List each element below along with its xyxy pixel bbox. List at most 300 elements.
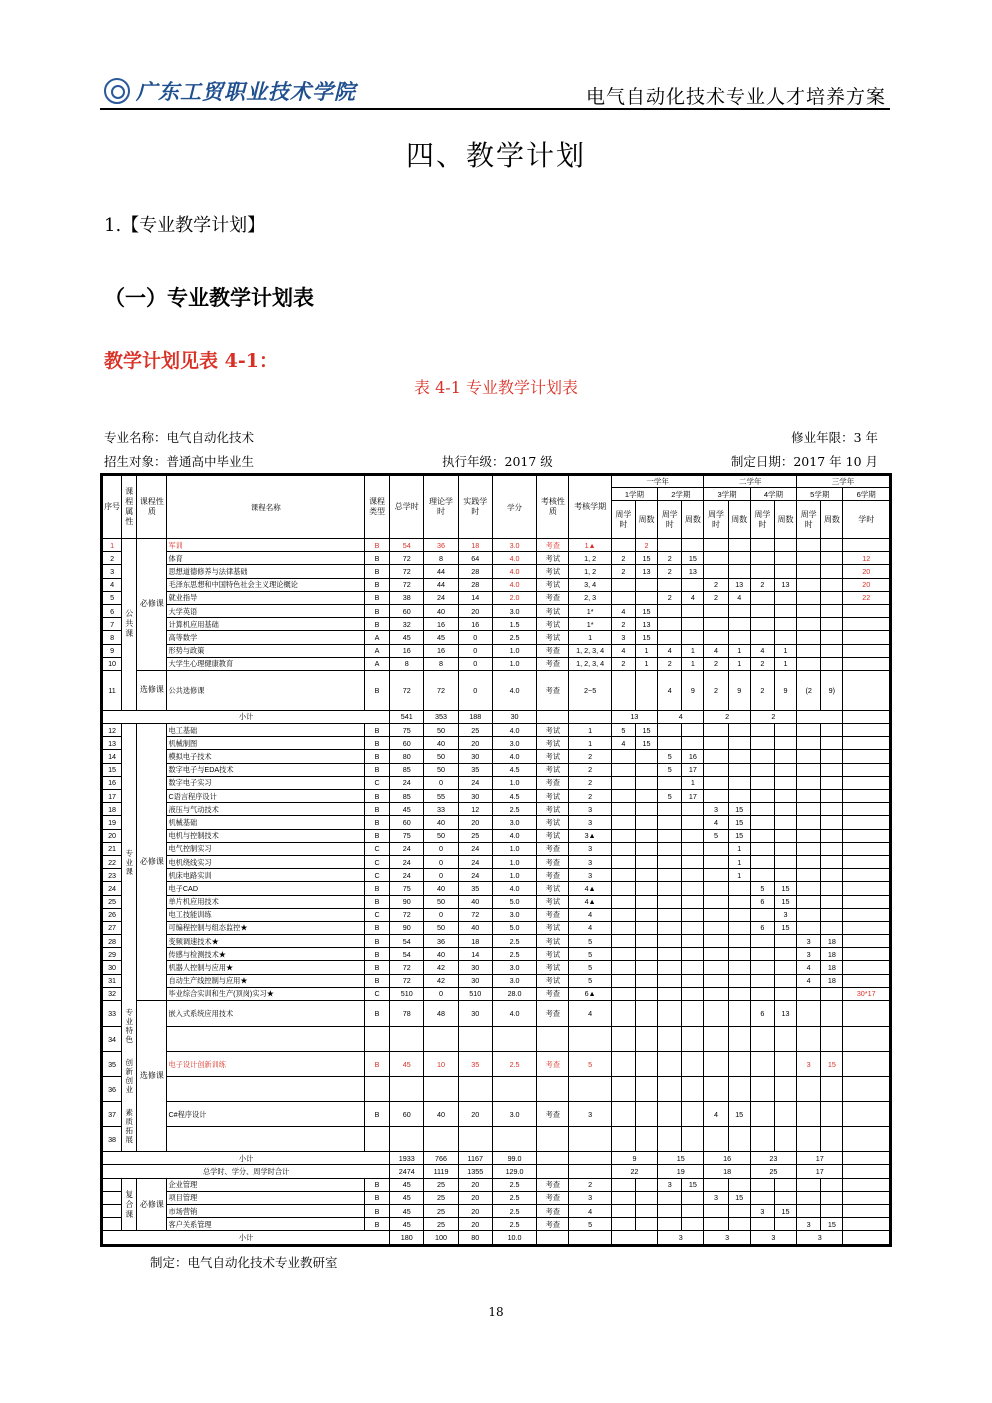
semester-cell: 1 (774, 644, 796, 657)
course-total-hours: 90 (390, 895, 424, 908)
semester-cell (750, 908, 774, 921)
course-theory-hours: 0 (424, 842, 458, 855)
course-credit: 1.0 (492, 657, 536, 670)
table-row (103, 1178, 890, 1191)
course-credit: 3.0 (492, 961, 536, 974)
course-no: 33 (103, 1001, 122, 1027)
semester-cell (728, 882, 750, 895)
subtotal-practice: 188 (458, 710, 492, 723)
semester-cell (611, 776, 635, 789)
school-name: 广东工贸职业技术学院 (136, 79, 356, 104)
course-type: B (364, 670, 389, 710)
semester-cell (728, 1178, 750, 1191)
course-total-hours: 72 (390, 670, 424, 710)
course-credit: 2.5 (492, 803, 536, 816)
semester-cell: 9 (728, 670, 750, 710)
table-row (103, 591, 890, 604)
sem6-hours (843, 1027, 890, 1052)
semester-cell: 18 (821, 948, 843, 961)
grand-total-s3: 18 (704, 1165, 750, 1178)
sem6-hours (843, 1205, 890, 1218)
semester-cell: 13 (635, 565, 657, 578)
semester-cell (821, 882, 843, 895)
semester-cell (635, 750, 657, 763)
semester-cell (658, 882, 682, 895)
table-row (103, 631, 890, 644)
course-theory-hours: 42 (424, 974, 458, 987)
course-type: B (364, 578, 389, 591)
semester-cell (658, 1001, 682, 1027)
semester-cell (821, 1178, 843, 1191)
subtotal-theory: 353 (424, 710, 458, 723)
course-credit: 1.5 (492, 618, 536, 631)
semester-cell (704, 750, 728, 763)
semester-cell: 9 (774, 670, 796, 710)
course-assessment: 考试 (537, 829, 569, 842)
course-assessment: 考试 (537, 565, 569, 578)
semester-cell (635, 855, 657, 868)
blank (843, 1152, 890, 1165)
course-assessment-term (569, 1027, 611, 1052)
course-total-hours: 60 (390, 1102, 424, 1127)
semester-cell (635, 670, 657, 710)
semester-cell (797, 1077, 821, 1102)
course-total-hours: 54 (390, 948, 424, 961)
course-theory-hours: 10 (424, 1052, 458, 1077)
table-caption: 表 4-1 专业教学计划表 (414, 378, 578, 397)
semester-cell (682, 855, 704, 868)
course-assessment-term: 3▲ (569, 829, 611, 842)
sem6-hours (843, 803, 890, 816)
semester-cell (611, 578, 635, 591)
course-no (103, 1205, 122, 1218)
course-name: 电工基础 (167, 724, 365, 737)
semester-cell (750, 961, 774, 974)
semester-cell: 15 (682, 552, 704, 565)
semester-cell (774, 750, 796, 763)
header-sem4-weeks: 周数 (774, 501, 796, 539)
semester-cell (797, 1102, 821, 1127)
course-name: 项目管理 (167, 1191, 365, 1204)
sem6-hours (843, 1077, 890, 1102)
course-credit: 3.0 (492, 908, 536, 921)
course-credit: 1.0 (492, 842, 536, 855)
semester-cell (774, 604, 796, 617)
semester-cell (821, 1027, 843, 1052)
course-type: B (364, 895, 389, 908)
course-theory-hours: 48 (424, 1001, 458, 1027)
semester-cell (774, 961, 796, 974)
table-row (103, 710, 890, 723)
course-assessment-term: 1 (569, 724, 611, 737)
semester-cell (635, 816, 657, 829)
semester-cell (635, 895, 657, 908)
table-row (103, 987, 890, 1000)
subtotal-sem1: 13 (611, 710, 657, 723)
header-sem3: 3学期 (704, 488, 750, 501)
semester-cell (611, 1001, 635, 1027)
blank (537, 1152, 569, 1165)
course-type: B (364, 1205, 389, 1218)
course-no (103, 1178, 122, 1191)
course-name: 市场营销 (167, 1205, 365, 1218)
course-no: 5 (103, 591, 122, 604)
course-no: 4 (103, 578, 122, 591)
semester-cell (704, 1052, 728, 1077)
course-theory-hours: 16 (424, 618, 458, 631)
course-practice-hours: 28 (458, 578, 492, 591)
semester-cell (750, 1027, 774, 1052)
course-type: B (364, 803, 389, 816)
semester-cell (611, 829, 635, 842)
course-type: C (364, 869, 389, 882)
semester-cell (821, 803, 843, 816)
semester-cell (821, 1077, 843, 1102)
header-practice: 实践学时 (458, 476, 492, 539)
semester-cell: 3 (797, 1052, 821, 1077)
semester-cell (611, 961, 635, 974)
sem6-hours (843, 776, 890, 789)
table-row (103, 763, 890, 776)
course-name: 电机绕线实习 (167, 855, 365, 868)
semester-cell (821, 565, 843, 578)
course-theory-hours: 36 (424, 539, 458, 552)
table-row (103, 935, 890, 948)
blank (537, 710, 569, 723)
header-year3: 三学年 (797, 476, 890, 488)
semester-cell (821, 724, 843, 737)
semester-cell (682, 829, 704, 842)
sem6-hours (843, 631, 890, 644)
pro-subtotal-total: 1933 (390, 1152, 424, 1165)
semester-cell (774, 1052, 796, 1077)
course-no: 15 (103, 763, 122, 776)
semester-cell (797, 578, 821, 591)
semester-cell (658, 908, 682, 921)
table-row (103, 790, 890, 803)
semester-cell (635, 1218, 657, 1231)
course-name: 客户关系管理 (167, 1218, 365, 1231)
semester-cell: 5 (658, 790, 682, 803)
semester-cell (704, 1077, 728, 1102)
course-theory-hours: 8 (424, 657, 458, 670)
table-row (103, 604, 890, 617)
course-name: 机械制图 (167, 737, 365, 750)
course-credit: 2.5 (492, 631, 536, 644)
semester-cell: 18 (821, 974, 843, 987)
course-total-hours: 24 (390, 855, 424, 868)
course-total-hours: 85 (390, 763, 424, 776)
course-total-hours: 38 (390, 591, 424, 604)
semester-cell (611, 591, 635, 604)
course-no: 2 (103, 552, 122, 565)
semester-cell (750, 1127, 774, 1152)
course-practice-hours: 35 (458, 882, 492, 895)
semester-cell: 9 (682, 670, 704, 710)
grand-total-practice: 1355 (458, 1165, 492, 1178)
semester-cell (611, 869, 635, 882)
course-practice-hours: 0 (458, 670, 492, 710)
course-assessment-term: 4 (569, 921, 611, 934)
semester-cell: 1 (728, 855, 750, 868)
semester-cell: 3 (774, 908, 796, 921)
semester-cell (797, 657, 821, 670)
course-assessment-term: 1 (569, 631, 611, 644)
semester-cell: 3 (658, 1178, 682, 1191)
course-name: 机械基础 (167, 816, 365, 829)
semester-cell (682, 1052, 704, 1077)
course-assessment: 考试 (537, 618, 569, 631)
semester-cell: 3 (797, 935, 821, 948)
table-row (103, 1077, 890, 1102)
semester-cell (728, 565, 750, 578)
semester-cell: 4 (611, 604, 635, 617)
semester-cell (704, 842, 728, 855)
semester-cell (635, 961, 657, 974)
course-no: 28 (103, 935, 122, 948)
course-assessment: 考试 (537, 882, 569, 895)
course-type: B (364, 724, 389, 737)
course-total-hours (390, 1027, 424, 1052)
course-credit: 4.0 (492, 578, 536, 591)
semester-cell (750, 948, 774, 961)
semester-cell (774, 1027, 796, 1052)
page-header (100, 72, 890, 110)
table-row (103, 882, 890, 895)
header-attr: 课程属性 (122, 476, 137, 539)
table-row (103, 974, 890, 987)
course-credit: 1.0 (492, 869, 536, 882)
course-type: B (364, 948, 389, 961)
course-assessment-term: 2 (569, 790, 611, 803)
semester-cell (682, 1218, 704, 1231)
course-credit: 28.0 (492, 987, 536, 1000)
semester-cell (750, 974, 774, 987)
semester-cell: 1 (728, 869, 750, 882)
table-row (103, 829, 890, 842)
semester-cell: 13 (774, 1001, 796, 1027)
course-no: 35 (103, 1052, 122, 1077)
course-name: 就业指导 (167, 591, 365, 604)
semester-cell (635, 591, 657, 604)
semester-cell (728, 790, 750, 803)
sem6-hours (843, 604, 890, 617)
table-row (103, 1152, 890, 1165)
grand-total-s1: 22 (611, 1165, 657, 1178)
semester-cell (682, 803, 704, 816)
course-theory-hours: 50 (424, 895, 458, 908)
semester-cell (728, 1027, 750, 1052)
semester-cell (728, 724, 750, 737)
semester-cell (821, 895, 843, 908)
semester-cell (704, 987, 728, 1000)
semester-cell (797, 1205, 821, 1218)
course-credit: 2.5 (492, 1052, 536, 1077)
course-no: 36 (103, 1077, 122, 1102)
semester-cell (658, 921, 682, 934)
table-row (103, 670, 890, 710)
semester-cell (635, 1052, 657, 1077)
course-theory-hours: 36 (424, 935, 458, 948)
course-type: B (364, 921, 389, 934)
semester-cell: 6 (750, 921, 774, 934)
composite-subtotal-s5: 3 (797, 1231, 843, 1244)
course-credit: 4.0 (492, 565, 536, 578)
course-assessment-term: 4 (569, 908, 611, 921)
semester-cell (750, 816, 774, 829)
semester-cell (658, 737, 682, 750)
semester-cell (750, 1052, 774, 1077)
semester-cell (797, 776, 821, 789)
semester-cell (611, 803, 635, 816)
course-name: 大学英语 (167, 604, 365, 617)
semester-cell: 4 (728, 591, 750, 604)
course-theory-hours: 0 (424, 869, 458, 882)
grand-total: 总学时、学分、周学时合计 (103, 1165, 390, 1178)
semester-cell: 18 (821, 961, 843, 974)
sem6-hours (843, 921, 890, 934)
group-quality: 素质拓展 (125, 1108, 133, 1145)
course-assessment-term: 1* (569, 618, 611, 631)
semester-cell (821, 869, 843, 882)
table-row (103, 1127, 890, 1152)
semester-cell (682, 895, 704, 908)
semester-cell (704, 565, 728, 578)
semester-cell (635, 1205, 657, 1218)
semester-cell: 3 (704, 1191, 728, 1204)
course-type: B (364, 565, 389, 578)
semester-cell (611, 855, 635, 868)
semester-cell: 15 (635, 737, 657, 750)
composite-subtotal-total: 180 (390, 1231, 424, 1244)
semester-cell (774, 552, 796, 565)
course-assessment: 考查 (537, 869, 569, 882)
semester-cell (750, 763, 774, 776)
semester-cell: 15 (635, 724, 657, 737)
course-no: 32 (103, 987, 122, 1000)
semester-cell (635, 790, 657, 803)
semester-cell (797, 987, 821, 1000)
semester-cell: 2 (704, 591, 728, 604)
semester-cell (774, 565, 796, 578)
sem6-hours (843, 670, 890, 710)
semester-cell (774, 816, 796, 829)
course-assessment-term: 2 (569, 750, 611, 763)
course-type: C (364, 908, 389, 921)
course-no: 7 (103, 618, 122, 631)
course-practice-hours: 0 (458, 631, 492, 644)
course-name: C#程序设计 (167, 1102, 365, 1127)
semester-cell (635, 948, 657, 961)
course-name (167, 1027, 365, 1052)
school-seal-icon (104, 78, 130, 104)
semester-cell: 2 (704, 578, 728, 591)
semester-cell (682, 1077, 704, 1102)
course-credit: 4.0 (492, 724, 536, 737)
course-practice-hours: 28 (458, 565, 492, 578)
semester-cell (704, 908, 728, 921)
semester-cell (774, 842, 796, 855)
sem6-hours: 20 (843, 565, 890, 578)
course-assessment: 考试 (537, 578, 569, 591)
footer-note: 制定：电气自动化技术专业教研室 (150, 1255, 338, 1270)
table-row (103, 750, 890, 763)
course-practice-hours: 510 (458, 987, 492, 1000)
blank (611, 1231, 657, 1244)
course-assessment: 考查 (537, 644, 569, 657)
grand-total-s5: 17 (797, 1165, 843, 1178)
sem6-hours (843, 974, 890, 987)
course-practice-hours: 20 (458, 1205, 492, 1218)
course-assessment (537, 1077, 569, 1102)
course-credit: 2.5 (492, 1191, 536, 1204)
header-sem1-week-hours: 周学时 (611, 501, 635, 539)
semester-cell: 3 (797, 948, 821, 961)
blank (569, 1231, 611, 1244)
sem6-hours (843, 750, 890, 763)
course-total-hours: 60 (390, 604, 424, 617)
semester-cell (704, 1205, 728, 1218)
course-no: 13 (103, 737, 122, 750)
course-assessment: 考试 (537, 763, 569, 776)
semester-cell: 17 (682, 763, 704, 776)
semester-cell (704, 882, 728, 895)
semester-cell (611, 670, 635, 710)
table-row (103, 1205, 890, 1218)
course-credit: 4.0 (492, 670, 536, 710)
semester-cell (797, 552, 821, 565)
semester-cell (658, 1052, 682, 1077)
course-practice-hours: 30 (458, 974, 492, 987)
course-no: 1 (103, 539, 122, 552)
grand-total-s4: 25 (750, 1165, 796, 1178)
semester-cell (682, 816, 704, 829)
semester-cell (658, 1205, 682, 1218)
semester-cell: 4 (797, 961, 821, 974)
header-sem5: 5学期 (797, 488, 843, 501)
semester-cell: 15 (728, 803, 750, 816)
semester-cell: 13 (728, 578, 750, 591)
sem6-hours (843, 539, 890, 552)
group-elective: 选修课 (137, 670, 167, 710)
course-theory-hours: 50 (424, 921, 458, 934)
semester-cell: 2 (750, 657, 774, 670)
semester-cell (704, 539, 728, 552)
header-sem1: 1学期 (611, 488, 657, 501)
semester-cell (682, 935, 704, 948)
course-assessment-term: 3, 4 (569, 578, 611, 591)
course-theory-hours: 16 (424, 644, 458, 657)
semester-cell (774, 776, 796, 789)
course-practice-hours: 18 (458, 935, 492, 948)
course-total-hours (390, 1127, 424, 1152)
course-assessment: 考查 (537, 855, 569, 868)
semester-cell (728, 539, 750, 552)
semester-cell (774, 855, 796, 868)
semester-cell (750, 1178, 774, 1191)
semester-cell: 5 (658, 750, 682, 763)
course-credit: 4.0 (492, 829, 536, 842)
semester-cell: 5 (658, 763, 682, 776)
meta-target: 招生对象：普通高中毕业生 (104, 454, 255, 469)
table-row (103, 552, 890, 565)
semester-cell: 2 (611, 552, 635, 565)
course-no: 25 (103, 895, 122, 908)
course-assessment-term: 1* (569, 604, 611, 617)
course-total-hours: 85 (390, 790, 424, 803)
semester-cell (658, 604, 682, 617)
group-professional: 专业课 (125, 849, 133, 877)
